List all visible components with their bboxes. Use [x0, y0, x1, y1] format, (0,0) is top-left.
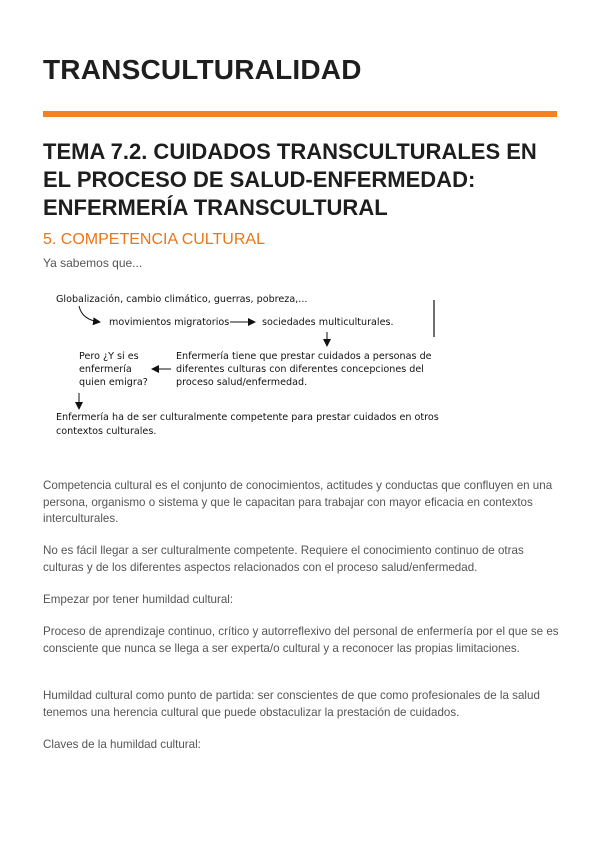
paragraph: Empezar por tener humildad cultural: — [43, 593, 234, 606]
paragraph: Claves de la humildad cultural: — [43, 738, 201, 751]
diagram-nursing-line: diferentes culturas con diferentes concepciones del — [176, 364, 424, 375]
diagram-question-line: enfermería — [79, 364, 132, 375]
paragraph: Competencia cultural es el conjunto de conocimientos, actitudes y conductas que confluyen en una persona, organismo o sistema y que le capacitan para trabajar con mayor eficacia en contextos interculturales. — [43, 479, 553, 525]
curved-arrow — [79, 306, 100, 322]
paragraph: No es fácil llegar a ser culturalmente competente. Requiere el conocimiento continuo de otras culturas y de los diferentes aspectos relacionados con el proceso salud/enfermedad. — [43, 544, 524, 574]
paragraph: Proceso de aprendizaje continuo, crítico y autorreflexivo del personal de enfermería por el que se es consciente que nunca se llega a ser experta/o cultural y a reconocer las propias limitaciones. — [43, 625, 559, 655]
topic-title: TEMA 7.2. CUIDADOS TRANSCULTURALES EN EL PROCESO DE SALUD-ENFERMEDAD: ENFERMERÍA TRANSCULTURAL — [43, 139, 537, 220]
diagram-causes: Globalización, cambio climático, guerras, pobreza,... — [56, 294, 308, 305]
diagram-migration: movimientos migratorios — [109, 317, 230, 328]
document-title: TRANSCULTURALIDAD — [43, 54, 362, 85]
intro-text: Ya sabemos que... — [43, 256, 143, 270]
section-heading: 5. COMPETENCIA CULTURAL — [43, 231, 265, 248]
diagram-nursing-line: Enfermería tiene que prestar cuidados a personas de — [176, 351, 432, 362]
diagram-question-line: quien emigra? — [79, 377, 148, 388]
diagram-conclusion-line: contextos culturales. — [56, 426, 157, 437]
diagram-question-line: Pero ¿Y si es — [79, 351, 139, 362]
diagram-nursing-line: proceso salud/enfermedad. — [176, 377, 308, 388]
diagram-conclusion-line: Enfermería ha de ser culturalmente competente para prestar cuidados en otros — [56, 412, 439, 423]
paragraph: Humildad cultural como punto de partida: ser conscientes de que como profesionales de la salud tenemos una herencia cultural que puede obstaculizar la prestación de cuidados. — [43, 689, 540, 719]
diagram-multicultural: sociedades multiculturales. — [262, 317, 394, 328]
